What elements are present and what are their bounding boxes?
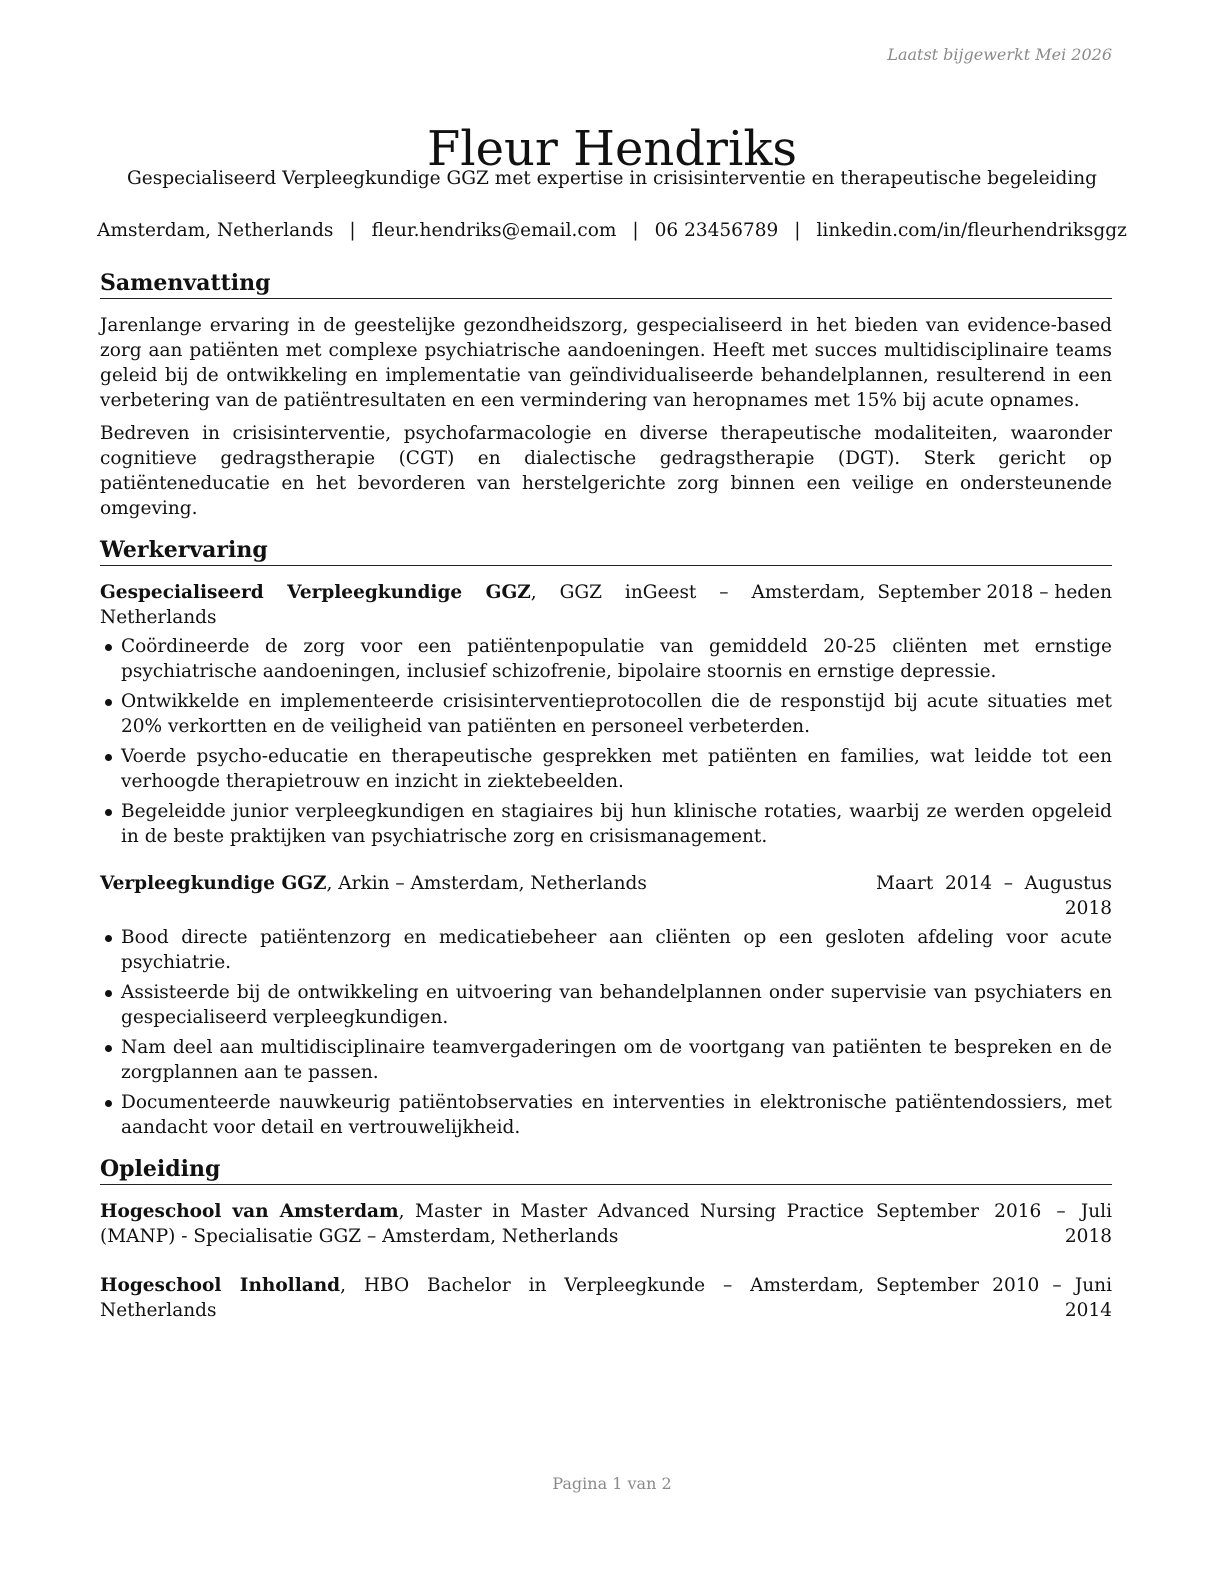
- job-bullet: Coördineerde de zorg voor een patiëntenpopulatie van gemiddeld 20-25 cliënten met ernstige psychiatrische aandoeningen, inclusief schizofrenie, bipolaire stoornis en ernstige depressie.: [100, 634, 1112, 684]
- contact-linkedin[interactable]: linkedin.com/in/fleurhendriksggz: [816, 220, 1127, 241]
- job-bullet: Assisteerde bij de ontwikkeling en uitvoering van behandelplannen onder supervisie van psychiaters en gespecialiseerd verpleegkundigen.: [100, 980, 1112, 1030]
- section-title-education: Opleiding: [100, 1154, 1112, 1185]
- candidate-name: Fleur Hendriks: [426, 121, 798, 178]
- education-entry: [100, 1199, 1112, 1249]
- summary-paragraph: Jarenlange ervaring in de geestelijke gezondheidszorg, gespecialiseerd in het bieden van evidence-based zorg aan patiënten met complexe psychiatrische aandoeningen. Heeft met succes multidisciplinaire teams geleid bij de ontwikkeling en implementatie van geïndividualiseerde behandelplannen, resulterend in een verbetering van de patiëntresultaten en een vermindering van heropnames met 15% bij acute opnames.: [100, 315, 1112, 411]
- job-header: [100, 580, 1112, 630]
- job-bullets: [100, 634, 1112, 849]
- contact-location: Amsterdam, Netherlands: [97, 220, 334, 241]
- job-organization: , GGZ inGeest – Amsterdam, Netherlands: [100, 582, 866, 628]
- job-bullet: Voerde psycho-educatie en therapeutische gesprekken met patiënten en families, wat leidde tot een verhoogde therapietrouw en inzicht in ziektebeelden.: [100, 744, 1112, 794]
- summary-paragraph: Bedreven in crisisinterventie, psychofarmacologie en diverse therapeutische modaliteiten, waaronder cognitieve gedragstherapie (CGT) en dialectische gedragstherapie (DGT). Sterk gericht op patiënteneducatie en het bevorderen van herstelgerichte zorg binnen een veilige en ondersteunende omgeving.: [100, 423, 1112, 519]
- page-number: Pagina 1 van 2: [552, 1474, 672, 1493]
- job-bullets: [100, 925, 1112, 1140]
- education-degree: , HBO Bachelor in Verpleegkunde – Amsterdam, Netherlands: [100, 1275, 865, 1321]
- job-dates: September 2018 – heden: [877, 582, 1112, 603]
- education-header: [100, 1199, 1112, 1249]
- job-bullet: Nam deel aan multidisciplinaire teamvergaderingen om de voortgang van patiënten te bespreken en de zorgplannen aan te passen.: [100, 1035, 1112, 1085]
- job-bullet: Ontwikkelde en implementeerde crisisinterventieprotocollen die de responstijd bij acute situaties met 20% verkortten en de veiligheid van patiënten en personeel verbeterden.: [100, 689, 1112, 739]
- education-school: Hogeschool van Amsterdam: [100, 1201, 399, 1222]
- job-entry: [100, 580, 1112, 849]
- resume-content: [100, 268, 1112, 1335]
- education-degree: , Master in Master Advanced Nursing Practice (MANP) - Specialisatie GGZ – Amsterdam, Netherlands: [100, 1201, 864, 1247]
- education-section: [100, 1154, 1112, 1323]
- education-dates: [864, 1273, 1112, 1323]
- job-bullet: Bood directe patiëntenzorg en medicatiebeheer aan cliënten op een gesloten afdeling voor acute psychiatrie.: [100, 925, 1112, 975]
- education-header: [100, 1273, 1112, 1323]
- job-dates-line: Maart 2014 – Augustus: [876, 873, 1112, 894]
- job-role: Gespecialiseerd Verpleegkundige GGZ: [100, 582, 531, 603]
- education-dates-line: 2018: [1064, 1226, 1112, 1247]
- job-role: Verpleegkundige GGZ: [100, 873, 327, 894]
- job-bullet: Documenteerde nauwkeurig patiëntobservaties en interventies in elektronische patiëntendossiers, met aandacht voor detail en vertrouwelijkheid.: [100, 1090, 1112, 1140]
- section-title-summary: Samenvatting: [100, 268, 1112, 299]
- job-entry: [100, 871, 1112, 1140]
- summary-section: [100, 268, 1112, 521]
- job-dates: [864, 871, 1112, 921]
- education-dates-line: September 2016 – Juli: [876, 1201, 1112, 1222]
- section-title-experience: Werkervaring: [100, 535, 1112, 566]
- education-dates-line: 2014: [1064, 1300, 1112, 1321]
- tagline: Gespecialiseerd Verpleegkundige GGZ met expertise in crisisinterventie en therapeutische begeleiding: [126, 168, 1098, 189]
- job-header: [100, 871, 1112, 921]
- contact-email[interactable]: fleur.hendriks@email.com: [371, 220, 617, 241]
- education-school: Hogeschool Inholland: [100, 1275, 341, 1296]
- job-dates-line: 2018: [1064, 898, 1112, 919]
- contact-separator: |: [349, 220, 356, 241]
- education-entry: [100, 1273, 1112, 1323]
- contact-separator: |: [632, 220, 639, 241]
- education-dates: [864, 1199, 1112, 1249]
- education-dates-line: September 2010 – Juni: [876, 1275, 1112, 1296]
- last-updated: Laatst bijgewerkt Mei 2026: [887, 45, 1112, 64]
- contact-separator: |: [794, 220, 801, 241]
- job-organization: , Arkin – Amsterdam, Netherlands: [326, 873, 647, 894]
- experience-section: [100, 535, 1112, 1140]
- job-bullet: Begeleidde junior verpleegkundigen en stagiaires bij hun klinische rotaties, waarbij ze werden opgeleid in de beste praktijken van psychiatrische zorg en crisismanagement.: [100, 799, 1112, 849]
- contact-phone[interactable]: 06 23456789: [654, 220, 779, 241]
- contact-line: [0, 218, 1224, 244]
